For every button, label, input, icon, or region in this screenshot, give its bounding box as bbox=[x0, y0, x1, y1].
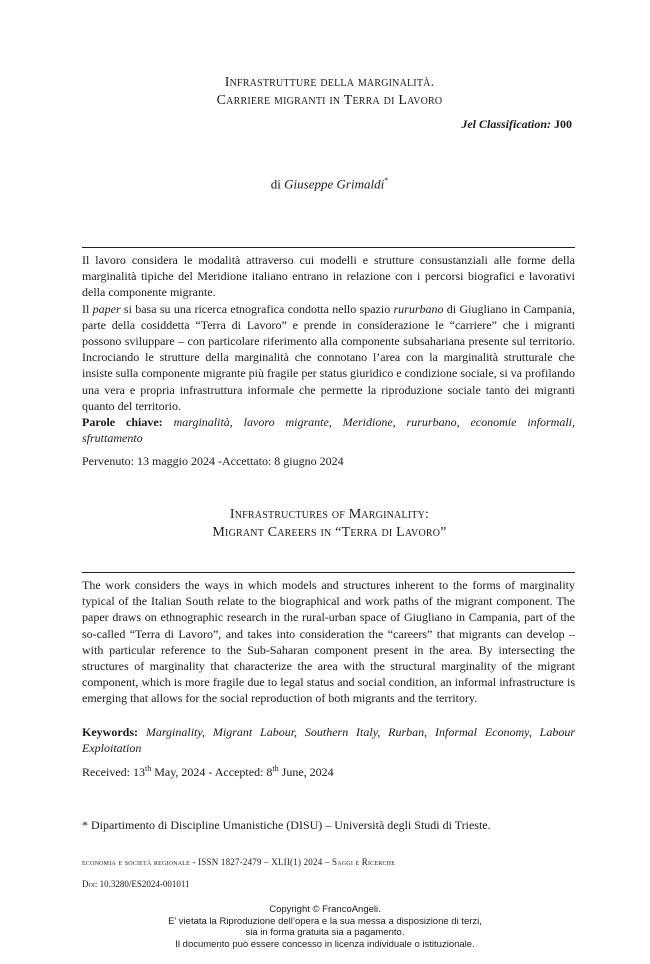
copyright-line1: Copyright © FrancoAngeli. bbox=[269, 904, 381, 915]
italian-keywords-label: Parole chiave: bbox=[82, 415, 163, 429]
english-dates: Received: 13th May, 2024 - Accepted: 8th June, 2024 bbox=[82, 764, 334, 779]
italian-abstract bbox=[82, 252, 575, 414]
journal-issn: - ISSN 1827-2479 – XLII(1) 2024 – bbox=[190, 857, 333, 867]
affiliation-footnote: * Dipartimento di Discipline Umanistiche (DISU) – Università degli Studi di Trieste. bbox=[82, 818, 491, 832]
author-name: Giuseppe Grimaldi bbox=[284, 176, 385, 192]
jel-label: Jel Classification bbox=[461, 117, 547, 131]
jel-code: J00 bbox=[554, 117, 572, 131]
copyright-line4: Il documento può essere concesso in licenza individuale o istituzionale. bbox=[175, 938, 475, 950]
author-prefix: di bbox=[270, 176, 281, 192]
section-divider bbox=[82, 247, 575, 248]
english-keywords-list: Marginality, Migrant Labour, Southern Italy, Rurban, Informal Economy, Labour Exploitation bbox=[82, 725, 575, 756]
english-keywords-label: Keywords: bbox=[82, 725, 138, 739]
copyright-notice bbox=[100, 904, 550, 950]
english-title bbox=[82, 506, 577, 542]
journal-name: economia e società regionale bbox=[82, 857, 191, 867]
author-footnote-mark: * bbox=[384, 176, 389, 185]
author-line bbox=[82, 176, 577, 192]
doi: Doi: 10.3280/ES2024-001011 bbox=[82, 879, 190, 889]
copyright-line2: E’ vietata la Riproduzione dell’opera e la sua messa a disposizione di terzi, bbox=[168, 915, 482, 927]
italian-abstract-paragraph-2: Il paper si basa su una ricerca etnografica condotta nello spazio rururbano di Giugliano in Campania, parte della cosiddetta “Terra di Lavoro” e prende in considerazione le “carriere” che i migranti possono sviluppare – con particolare riferimento alla componente subsahariana presente sul territorio. Incrociando le strutture della marginalità che connotano l’area con la marginalità strutturale che insiste sulla componente migrante più fragile per status giuridico e condizione sociale, si va profilando una vera e propria infrastruttura informale che permette la riproduzione sociale tanto dei migranti quanto del territorio. bbox=[82, 301, 576, 413]
italian-dates: Pervenuto: 13 maggio 2024 -Accettato: 8 giugno 2024 bbox=[82, 454, 344, 468]
italian-abstract-paragraph-1: Il lavoro considera le modalità attraverso cui modelli e strutture consustanziali alle forme della marginalità tipiche del Meridione italiano entrano in relazione con i percorsi biografici e lavorativi della componente migrante. bbox=[82, 253, 575, 300]
section-divider-english bbox=[82, 572, 575, 573]
jel-classification: Jel Classification: J00 bbox=[461, 117, 572, 131]
copyright-line3: sia in forma gratuita sia a pagamento. bbox=[245, 927, 405, 938]
journal-section: Saggi e Ricerche bbox=[332, 857, 396, 867]
italian-title bbox=[82, 74, 577, 110]
italian-title-line2: Carriere migranti in Terra di Lavoro bbox=[216, 93, 443, 108]
english-abstract-paragraph: The work considers the ways in which models and structures inherent to the forms of marginality typical of the Italian South relate to the biographical and work paths of the migrant component. The paper draws on ethnographic research in the rural-urban space of Giugliano in Campania, part of the so-called “Terra di Lavoro”, and takes into consideration the “careers” that migrants can develop – with particular reference to the Sub-Saharan component present in the area. By intersecting the structures of marginality that characterize the area with the structural marginality of the migrant component, which is more fragile due to legal status and social condition, an informal infrastructure is emerging that allows for the social reproduction of both migrants and the territory. bbox=[82, 578, 575, 706]
english-abstract bbox=[82, 577, 575, 707]
english-title-line1: Infrastructures of Marginality: bbox=[229, 507, 430, 522]
italian-title-line1: Infrastrutture della marginalità. bbox=[224, 75, 435, 90]
english-keywords bbox=[82, 724, 575, 756]
english-title-line2: Migrant Careers in “Terra di Lavoro” bbox=[212, 525, 447, 540]
italian-keywords-list: marginalità, lavoro migrante, Meridione, rururbano, economie informali, sfruttamento bbox=[82, 415, 576, 446]
journal-info bbox=[82, 857, 395, 867]
italian-keywords bbox=[82, 414, 575, 446]
